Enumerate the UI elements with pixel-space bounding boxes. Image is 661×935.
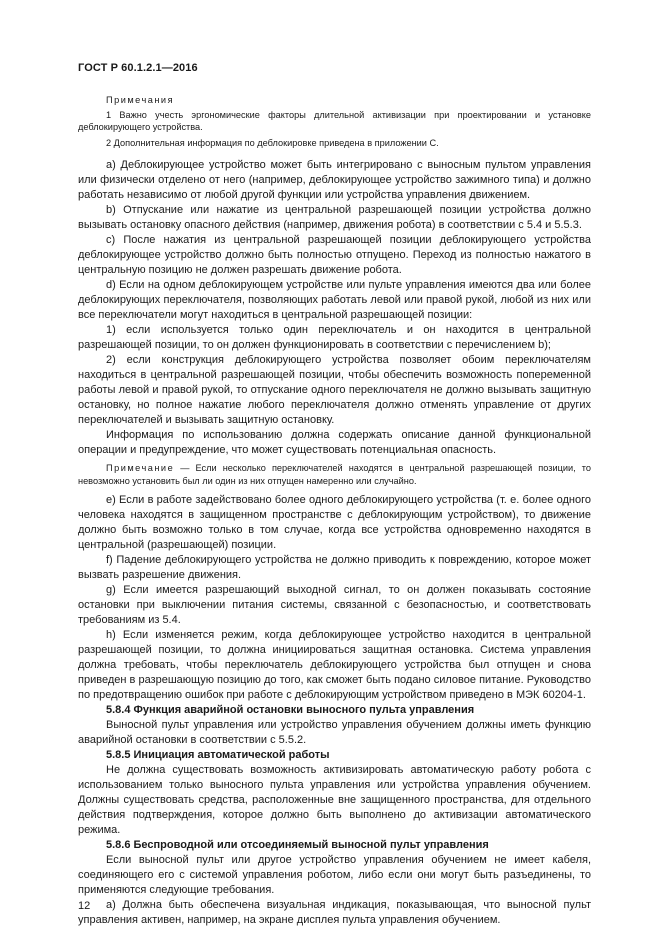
section-paragraph: а) Должна быть обеспечена визуальная индикация, показывающая, что выносной пульт управления активен, например, на экране дисплея пульта управления обучением. xyxy=(78,899,591,926)
section-paragraph: Выносной пульт управления или устройство управления обучением должны иметь функцию аварийной остановки в соответствии с 5.5.2. xyxy=(78,719,591,746)
section-paragraph: Если выносной пульт или другое устройство управления обучением не имеет кабеля, соединяющего его с системой управления роботом, либо если они могут быть разъединены, то применяются следующие требования. xyxy=(78,854,591,896)
paragraph-d1: 1) если используется только один переключатель и он находится в центральной разрешающей позиции, то он должен функционировать в соответствии с перечислением b); xyxy=(78,324,591,351)
paragraph-e: е) Если в работе задействовано более одного деблокирующего устройства (т. е. более одного человека находятся в защищенном пространстве с деблокирующим устройством), то движение должно быть возможно только в том случае, когда все устройства одновременно находятся в центральной (разрешающей) позиции. xyxy=(78,494,591,551)
section-heading-5-8-4: 5.8.4 Функция аварийной остановки выносного пульта управления xyxy=(106,704,475,716)
section-heading-5-8-5: 5.8.5 Инициация автоматической работы xyxy=(106,749,330,761)
paragraph-d2: 2) если конструкция деблокирующего устройства позволяет обоим переключателям находиться в центральной разрешающей позиции, чтобы обеспечить возможность попеременной работы левой и правой рукой, то отпускание одного переключателя не должно вызывать защитную остановку, но полное нажатие любого переключателя должно отменять управление от других переключателей и вызывать защитную остановку. xyxy=(78,354,591,426)
paragraph-g: g) Если имеется разрешающий выходной сигнал, то он должен показывать состояние остановки при выключении питания системы, связанной с безопасностью, и соответствовать требованиям из 5.4. xyxy=(78,584,591,626)
notes-block xyxy=(78,94,591,149)
page-number: 12 xyxy=(78,900,91,912)
notes-heading: Примечания xyxy=(106,95,175,105)
section-heading-5-8-6: 5.8.6 Беспроводной или отсоединяемый выносной пульт управления xyxy=(106,839,489,851)
paragraph-d: d) Если на одном деблокирующем устройстве или пульте управления имеются два или более деблокирующих переключателя, позволяющих работать левой или правой рукой, любой из них или все переключатели могут находиться в центральной разрешающей позиции: xyxy=(78,279,591,321)
document-header: ГОСТ Р 60.1.2.1—2016 xyxy=(78,62,198,74)
inline-note-text: — Если несколько переключателей находятся в центральной разрешающей позиции, то невозможно установить был ли один из них отпущен намеренно или случайно. xyxy=(78,463,591,486)
note-item: 2 Дополнительная информация по деблокировке приведена в приложении С. xyxy=(106,137,439,148)
paragraph-f: f) Падение деблокирующего устройства не должно приводить к повреждению, которое может вызвать разрешение движения. xyxy=(78,554,591,581)
section-paragraph: Не должна существовать возможность активизировать автоматическую работу робота с использованием только выносного пульта управления или устройства управления обучением. Должны существовать средства, расположенные вне защищенного пространства, для отдельного действия подтверждения, которое должно быть выполнено до активизации автоматического режима. xyxy=(78,764,591,836)
paragraph-c: c) После нажатия из центральной разрешающей позиции деблокирующего устройства деблокирующее устройство должно быть полностью отпущено. Переход из полностью нажатого в центральную позицию не должен разрешать движение робота. xyxy=(78,234,591,276)
paragraph-h: h) Если изменяется режим, когда деблокирующее устройство находится в центральной разрешающей позиции, то должна инициироваться защитная остановка. Система управления должна требовать, чтобы переключатель деблокирующего устройства был отпущен и снова приведен в разрешающую позицию до того, как сможет быть подано силовое питание. Руководство по предотвращению ошибок при работе с деблокирующим устройством приведено в МЭК 60204-1. xyxy=(78,629,591,701)
inline-note-label: Примечание xyxy=(106,463,175,473)
paragraph-b: b) Отпускание или нажатие из центральной разрешающей позиции устройства должно вызывать остановку опасного действия (например, движения робота) в соответствии с 5.4 и 5.5.3. xyxy=(78,204,591,231)
paragraph-a: а) Деблокирующее устройство может быть интегрировано с выносным пультом управления или физически отделено от него (например, деблокирующее устройство зажимного типа) и должно работать независимо от любой другой функции или устройства управления движением. xyxy=(78,159,591,201)
paragraph-info: Информация по использованию должна содержать описание данной функциональной операции и предупреждение, что может существовать потенциальная опасность. xyxy=(78,429,591,456)
inline-note xyxy=(78,462,591,487)
note-item: 1 Важно учесть эргономические факторы длительной активизации при проектировании и установке деблокирующего устройства. xyxy=(78,109,591,132)
page-content xyxy=(78,94,591,928)
